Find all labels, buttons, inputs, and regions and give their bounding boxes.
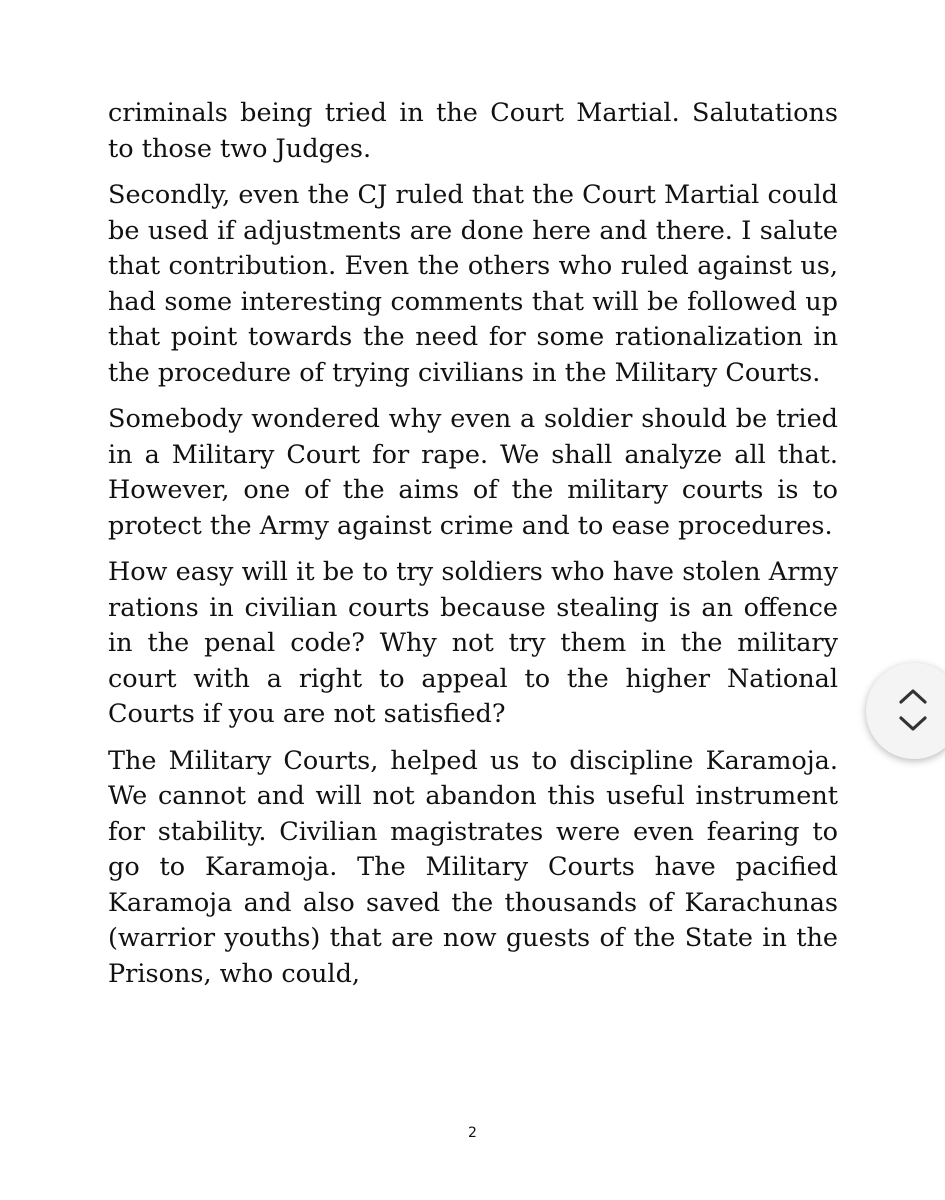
next-page-button[interactable] bbox=[896, 711, 930, 737]
document-body bbox=[108, 96, 838, 1003]
paragraph: criminals being tried in the Court Martial. Salutations to those two Judges. bbox=[108, 98, 838, 164]
paragraph: Secondly, even the CJ ruled that the Court Martial could be used if adjustments are done here and there. I salute that contribution. Even the others who ruled against us, had some interesting comments that will be followed up that point towards the need for some rationalization in the procedure of trying civilians in the Military Courts. bbox=[108, 180, 838, 388]
page-navigation-control bbox=[866, 663, 945, 759]
paragraph: The Military Courts, helped us to discipline Karamoja. We cannot and will not abandon this useful instrument for stability. Civilian magistrates were even fearing to go to Karamoja. The Military Courts have pacified Karamoja and also saved the thousands of Karachunas (warrior youths) that are now guests of the State in the Prisons, who could, bbox=[108, 745, 838, 989]
paragraph: Somebody wondered why even a soldier should be tried in a Military Court for rape. We shall analyze all that. However, one of the aims of the military courts is to protect the Army against crime and to ease procedures. bbox=[108, 404, 838, 541]
page-number: 2 bbox=[468, 1125, 477, 1141]
previous-page-button[interactable] bbox=[896, 683, 930, 709]
chevron-up-icon bbox=[896, 683, 930, 709]
chevron-down-icon bbox=[896, 711, 930, 737]
paragraph: How easy will it be to try soldiers who have stolen Army rations in civilian courts because stealing is an offence in the penal code? Why not try them in the military court with a right to appeal to the higher National Courts if you are not satisfied? bbox=[108, 557, 838, 729]
